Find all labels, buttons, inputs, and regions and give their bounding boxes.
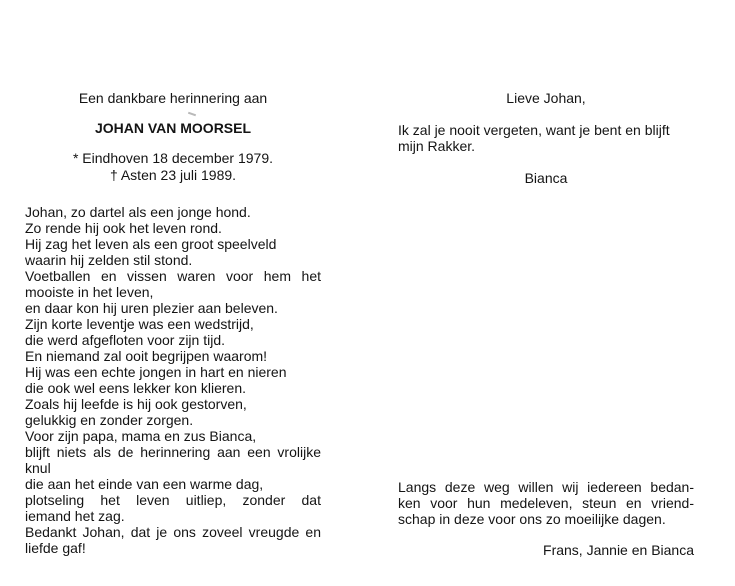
family-signature: Frans, Jannie en Bianca — [543, 542, 694, 558]
poem-line: liefde gaf! — [25, 540, 86, 556]
poem — [25, 204, 321, 556]
message-line: Ik zal je nooit vergeten, want je bent en blijft — [398, 122, 670, 138]
right-page — [398, 90, 694, 560]
poem-line: die ook wel eens lekker kon klieren. — [25, 380, 247, 396]
poem-line: gelukkig en zonder zorgen. — [25, 412, 194, 428]
dates-block — [25, 150, 321, 184]
poem-line: die aan het einde van een warme dag, — [25, 476, 264, 492]
intro-text: Een dankbare herinnering aan — [78, 90, 268, 106]
greeting: Lieve Johan, — [506, 90, 586, 106]
poem-line: en daar kon hij uren plezier aan beleven. — [25, 300, 278, 316]
thanks-line: schap in deze voor ons zo moeilijke dagen. — [398, 511, 666, 527]
left-page — [25, 90, 321, 556]
poem-line: Zoals hij leefde is hij ook gestorven, — [25, 396, 247, 412]
poem-line: Voor zijn papa, mama en zus Bianca, — [25, 428, 257, 444]
poem-line: Bedankt Johan, dat je ons zoveel vreugde en — [25, 524, 321, 540]
poem-line: Voetballen en vissen waren voor hem het — [25, 268, 321, 284]
birth-line: * Eindhoven 18 december 1979. — [72, 150, 274, 166]
deceased-name: JOHAN VAN MOORSEL — [94, 120, 252, 136]
personal-message — [398, 122, 694, 154]
poem-line: Johan, zo dartel als een jonge hond. — [25, 204, 251, 220]
poem-line: mooiste in het leven, — [25, 284, 154, 300]
poem-line: die werd afgefloten voor zijn tijd. — [25, 332, 225, 348]
poem-line: waarin hij zelden stil stond. — [25, 252, 193, 268]
poem-line: Hij zag het leven als een groot speelveld — [25, 236, 277, 252]
thanks-paragraph — [398, 479, 694, 527]
poem-line: En niemand zal ooit begrijpen waarom! — [25, 348, 268, 364]
thanks-line: ken voor hun medeleven, steun en vriend- — [398, 495, 694, 511]
poem-line: Zijn korte leventje was een wedstrijd, — [25, 316, 254, 332]
poem-line: blijft niets als de herinnering aan een vrolijke — [25, 444, 321, 460]
poem-line: Zo rende hij ook het leven rond. — [25, 220, 222, 236]
poem-line: iemand het zag. — [25, 508, 125, 524]
poem-line: Hij was een echte jongen in hart en nieren — [25, 364, 287, 380]
message-signature: Bianca — [524, 170, 568, 186]
message-line: mijn Rakker. — [398, 138, 476, 154]
thanks-line: Langs deze weg willen wij iedereen bedan- — [398, 479, 694, 495]
poem-line: plotseling het leven uitliep, zonder dat — [25, 492, 321, 508]
death-line: † Asten 23 juli 1989. — [109, 167, 237, 183]
poem-line: knul — [25, 460, 51, 476]
